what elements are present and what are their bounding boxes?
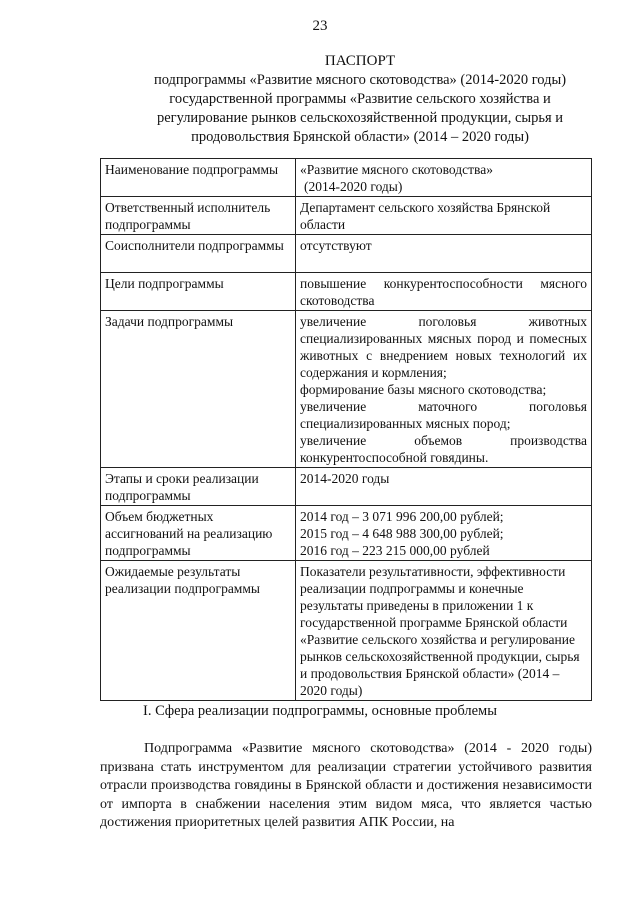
value-line: увеличение маточного поголовья специализированных мясных пород;: [300, 399, 587, 431]
row-value: [296, 311, 592, 468]
row-value: [296, 159, 592, 197]
row-value: [296, 468, 592, 506]
value-line: повышение конкурентоспособности мясного скотоводства: [300, 276, 587, 308]
row-value: [296, 561, 592, 701]
row-label: Этапы и сроки реализации подпрограммы: [101, 468, 296, 506]
table-row: [101, 197, 592, 235]
row-label: Соисполнители подпрограммы: [101, 235, 296, 273]
row-label: Объем бюджетных ассигнований на реализацию подпрограммы: [101, 506, 296, 561]
value-line: 2016 год – 223 215 000,00 рублей: [300, 543, 490, 558]
value-line: 2014 год – 3 071 996 200,00 рублей;: [300, 509, 504, 524]
value-line: «Развитие мясного скотоводства»: [300, 162, 493, 177]
row-value: [296, 273, 592, 311]
passport-title-block: [100, 52, 620, 147]
title-line: государственной программы «Развитие сельского хозяйства и: [169, 91, 551, 107]
page-number: 23: [312, 18, 328, 34]
table-row: [101, 311, 592, 468]
title-line: продовольствия Брянской области» (2014 – 2020 годы): [191, 129, 529, 145]
row-label: Наименование подпрограммы: [101, 159, 296, 197]
row-label: Задачи подпрограммы: [101, 311, 296, 468]
value-line: 2015 год – 4 648 988 300,00 рублей;: [300, 526, 504, 541]
row-value: [296, 235, 592, 273]
title-line: регулирование рынков сельскохозяйственной продукции, сырья и: [156, 110, 564, 126]
row-label: Ожидаемые результаты реализации подпрограммы: [101, 561, 296, 701]
passport-table: [100, 158, 592, 701]
passport-title: ПАСПОРТ: [324, 53, 396, 69]
value-line: увеличение поголовья животных специализированных мясных пород и помесных животных с внедрением новых технологий их содержания и кормления;: [300, 314, 587, 380]
section-heading: I. Сфера реализации подпрограммы, основные проблемы: [143, 703, 497, 719]
value-line: отсутствуют: [300, 238, 372, 253]
table-row: [101, 273, 592, 311]
value-line: формирование базы мясного скотоводства;: [300, 382, 547, 397]
table-row: [101, 468, 592, 506]
value-line: 2014-2020 годы: [300, 471, 390, 486]
row-label: Цели подпрограммы: [101, 273, 296, 311]
value-line: (2014-2020 годы): [304, 179, 403, 194]
row-value: [296, 506, 592, 561]
table-row: [101, 506, 592, 561]
body-paragraph: Подпрограмма «Развитие мясного скотоводства» (2014 - 2020 годы) призвана стать инструментом для реализации стратегии устойчивого развития отрасли производства говядины в Брянской области и достижения независимости от импорта в снабжении населения этим видом мяса, что является частью достижения приоритетных целей развития АПК России, на: [100, 741, 592, 830]
row-value: [296, 197, 592, 235]
title-line: подпрограммы «Развитие мясного скотоводства» (2014-2020 годы): [153, 72, 567, 88]
table-row: [101, 561, 592, 701]
row-label: Ответственный исполнитель подпрограммы: [101, 197, 296, 235]
value-line: Показатели результативности, эффективности реализации подпрограммы и конечные результаты приведены в приложении 1 к государственной программе Брянской области «Развитие сельского хозяйства и регулирование рынков сельскохозяйственной продукции, сырья и продовольствия Брянской области» (2014 – 2020 годы): [300, 564, 580, 698]
table-row: [101, 235, 592, 273]
table-row: [101, 159, 592, 197]
value-line: Департамент сельского хозяйства Брянской области: [300, 200, 551, 232]
value-line: увеличение объемов производства конкурентоспособной говядины.: [300, 433, 587, 465]
